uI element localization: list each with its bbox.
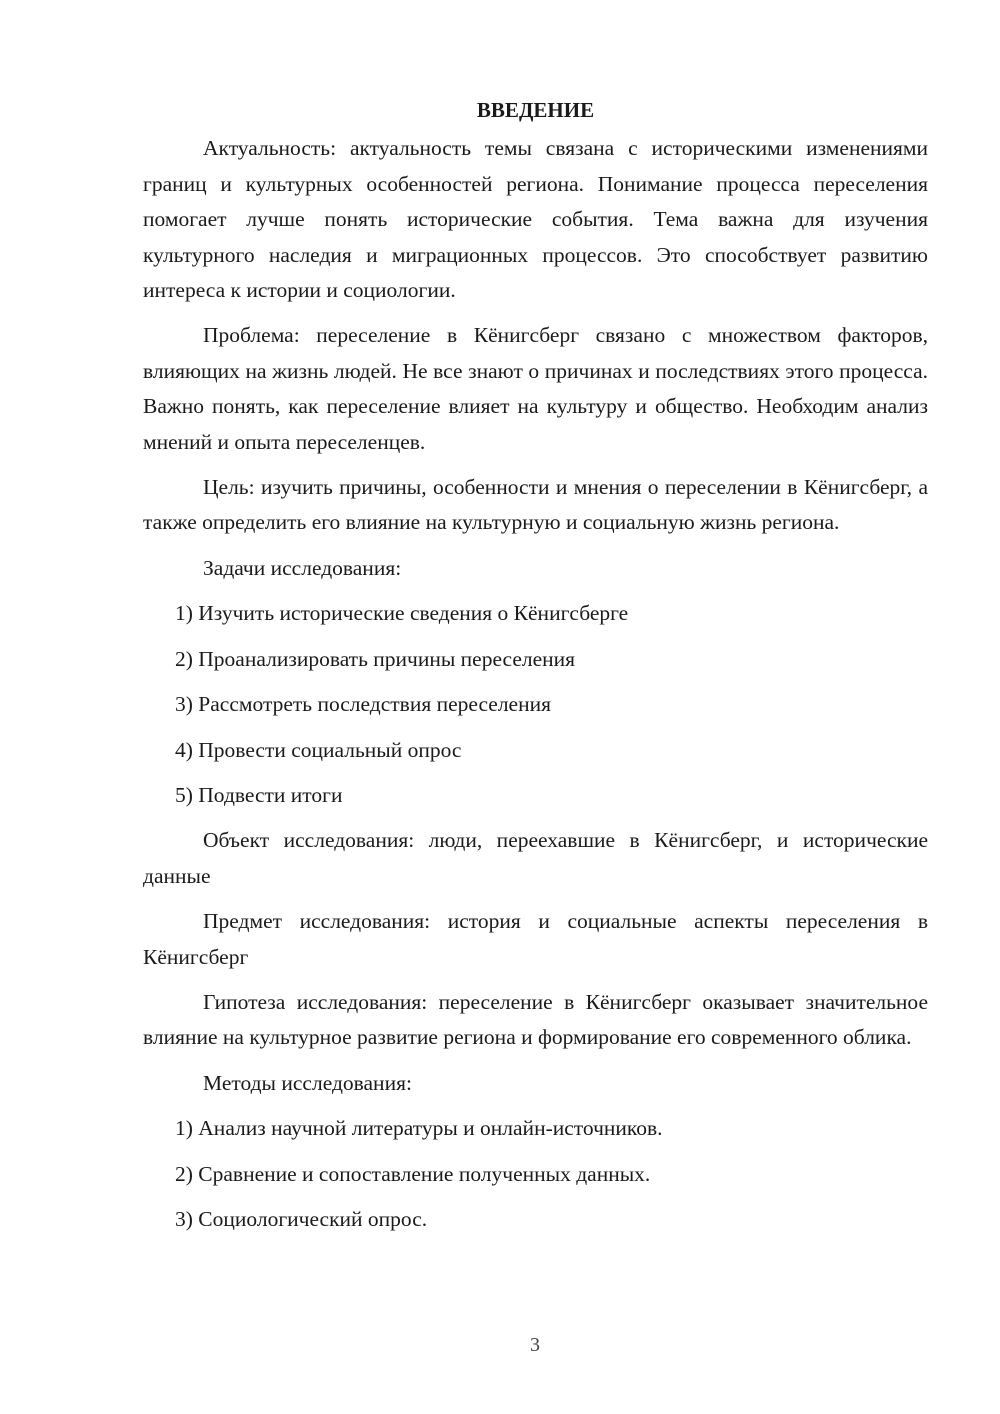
- tasks-heading: Задачи исследования:: [203, 555, 402, 580]
- tasks-list: [143, 596, 928, 813]
- methods-heading: Методы исследования:: [203, 1070, 412, 1095]
- list-item: 2) Сравнение и сопоставление полученных данных.: [175, 1161, 651, 1186]
- list-item: 3) Социологический опрос.: [175, 1206, 428, 1231]
- page-title: ВВЕДЕНИЕ: [476, 98, 595, 122]
- document-body: [143, 93, 928, 1237]
- list-item: 2) Проанализировать причины переселения: [175, 646, 576, 671]
- object-paragraph: Объект исследования: люди, переехавшие в Кёнигсберг, и исторические данные: [143, 828, 928, 888]
- relevance-paragraph: Актуальность: актуальность темы связана с историческими изменениями границ и культурных особенностей региона. Понимание процесса переселения помогает лучше понять исторические события. Тема важна для изучения культурного наследия и миграционных процессов. Это способствует развитию интереса к истории и социологии.: [143, 136, 928, 303]
- page-number: 3: [530, 1334, 540, 1356]
- list-item: 5) Подвести итоги: [175, 782, 343, 807]
- list-item: 4) Провести социальный опрос: [175, 737, 462, 762]
- problem-paragraph: Проблема: переселение в Кёнигсберг связано с множеством факторов, влияющих на жизнь людей. Не все знают о причинах и последствиях этого процесса. Важно понять, как переселение влияет на культуру и общество. Необходим анализ мнений и опыта переселенцев.: [143, 323, 928, 454]
- hypothesis-paragraph: Гипотеза исследования: переселение в Кёнигсберг оказывает значительное влияние на культурное развитие региона и формирование его современного облика.: [143, 989, 928, 1050]
- list-item: 1) Изучить исторические сведения о Кёнигсберге: [175, 601, 629, 626]
- methods-list: [143, 1111, 928, 1237]
- goal-paragraph: Цель: изучить причины, особенности и мнения о переселении в Кёнигсберг, а также определить его влияние на культурную и социальную жизнь региона.: [143, 475, 928, 535]
- subject-paragraph: Предмет исследования: история и социальные аспекты переселения в Кёнигсберг: [143, 909, 928, 969]
- list-item: 1) Анализ научной литературы и онлайн-источников.: [175, 1116, 663, 1141]
- list-item: 3) Рассмотреть последствия переселения: [175, 692, 551, 717]
